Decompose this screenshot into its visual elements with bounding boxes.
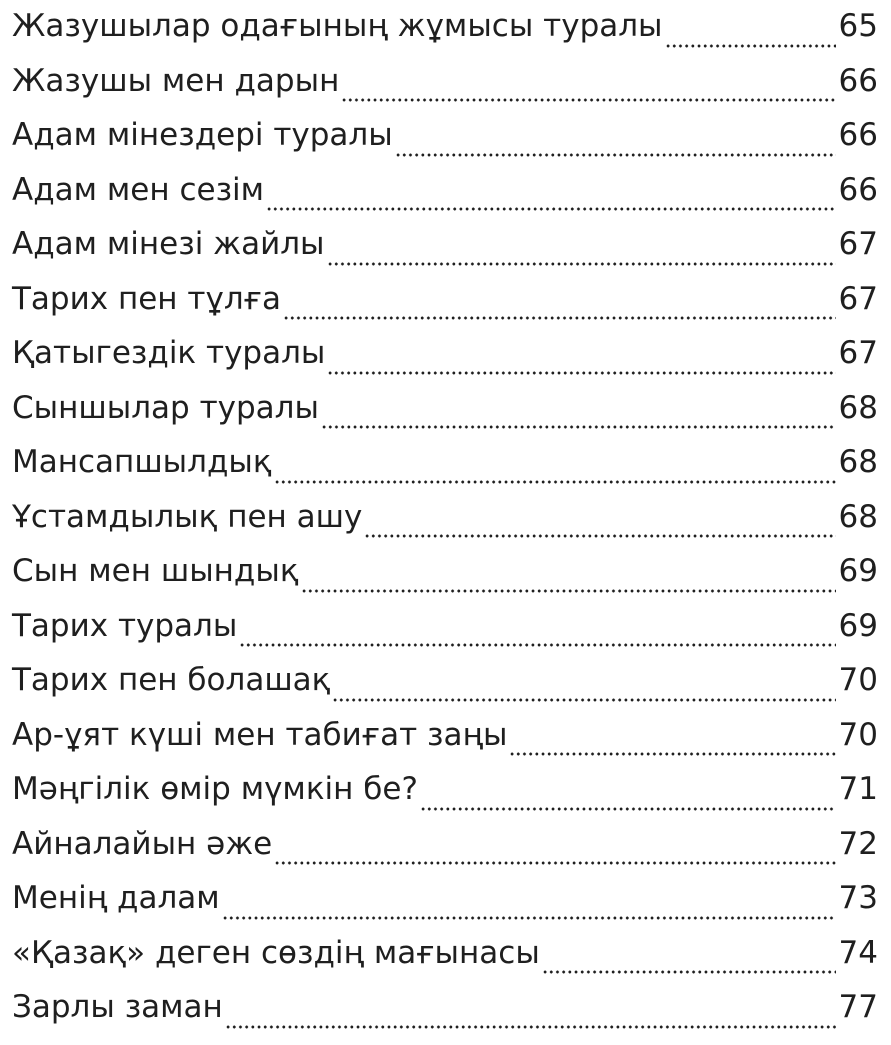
- toc-entry-page-number: 69: [838, 553, 878, 589]
- toc-entry: [12, 4, 878, 59]
- toc-entry-title: Тарих пен тұлға: [12, 280, 281, 317]
- toc-entry-title: Сыншылар туралы: [12, 389, 319, 426]
- toc-entry: [12, 931, 878, 986]
- dot-leader: [341, 98, 835, 102]
- table-of-contents: [12, 4, 878, 1040]
- toc-entry-title: Жазушы мен дарын: [12, 62, 340, 99]
- toc-entry-title: «Қазақ» деген сөздің мағынасы: [12, 934, 540, 971]
- toc-entry-title: Мансапшылдық: [12, 444, 272, 480]
- toc-entry-page-number: 66: [838, 171, 878, 208]
- toc-entry: [12, 331, 878, 386]
- toc-entry-title: Айналайын әже: [12, 825, 273, 862]
- toc-entry-page-number: 73: [838, 880, 878, 916]
- toc-entry: [12, 277, 878, 332]
- dot-leader: [222, 916, 836, 920]
- dot-leader: [239, 643, 835, 647]
- toc-entry-title: Адам мінездері туралы: [12, 117, 393, 153]
- toc-entry-title: Қатыгездік туралы: [12, 335, 326, 371]
- dot-leader: [321, 425, 836, 429]
- toc-entry-title: Ар-ұят күші мен табиғат заңы: [12, 716, 508, 753]
- toc-entry-page-number: 68: [838, 498, 878, 535]
- toc-entry: [12, 822, 878, 877]
- toc-entry: [12, 658, 878, 713]
- toc-entry-page-number: 74: [838, 934, 878, 971]
- toc-entry: [12, 495, 878, 550]
- toc-entry: [12, 985, 878, 1040]
- toc-entry-title: Сын мен шындық: [12, 553, 299, 589]
- toc-entry: [12, 549, 878, 604]
- toc-entry: [12, 59, 878, 114]
- toc-entry: [12, 440, 878, 495]
- toc-entry-page-number: 68: [838, 444, 878, 480]
- toc-entry-page-number: 70: [838, 716, 878, 753]
- dot-leader: [274, 861, 835, 865]
- dot-leader: [266, 207, 835, 211]
- toc-entry-title: Мәңгілік өмір мүмкін бе?: [12, 771, 418, 807]
- dot-leader: [301, 589, 836, 593]
- dot-leader: [283, 316, 836, 320]
- toc-entry-title: Адам мінезі жайлы: [12, 226, 325, 262]
- dot-leader: [274, 480, 836, 484]
- dot-leader: [327, 262, 836, 266]
- toc-entry-title: Адам мен сезім: [12, 171, 265, 208]
- toc-entry-page-number: 72: [838, 825, 878, 862]
- toc-entry-page-number: 67: [838, 335, 878, 371]
- toc-entry: [12, 713, 878, 768]
- dot-leader: [225, 1025, 836, 1029]
- toc-entry-page-number: 77: [838, 989, 878, 1025]
- toc-entry: [12, 876, 878, 931]
- toc-entry-page-number: 68: [838, 389, 878, 426]
- toc-entry: [12, 168, 878, 223]
- dot-leader: [542, 970, 836, 974]
- toc-entry-page-number: 67: [838, 226, 878, 262]
- toc-entry-title: Зарлы заман: [12, 989, 223, 1025]
- toc-entry-page-number: 66: [838, 62, 878, 99]
- toc-entry-page-number: 70: [838, 662, 878, 698]
- dot-leader: [327, 371, 835, 375]
- dot-leader: [665, 44, 836, 48]
- toc-entry: [12, 604, 878, 659]
- toc-entry: [12, 386, 878, 441]
- toc-entry-title: Менің далам: [12, 880, 220, 916]
- toc-entry-title: Тарих туралы: [12, 607, 238, 644]
- toc-entry-page-number: 67: [838, 280, 878, 317]
- toc-entry-title: Ұстамдылық пен ашу: [12, 498, 363, 535]
- dot-leader: [395, 153, 836, 157]
- dot-leader: [332, 698, 835, 702]
- toc-entry-page-number: 71: [838, 771, 878, 807]
- toc-entry-page-number: 66: [838, 117, 878, 153]
- toc-entry-title: Тарих пен болашақ: [12, 662, 331, 698]
- dot-leader: [420, 807, 836, 811]
- toc-entry: [12, 767, 878, 822]
- toc-entry-page-number: 65: [838, 8, 878, 44]
- toc-entry-title: Жазушылар одағының жұмысы туралы: [12, 8, 663, 44]
- toc-entry-page-number: 69: [838, 607, 878, 644]
- toc-entry: [12, 222, 878, 277]
- toc-entry: [12, 113, 878, 168]
- dot-leader: [509, 752, 835, 756]
- dot-leader: [364, 534, 835, 538]
